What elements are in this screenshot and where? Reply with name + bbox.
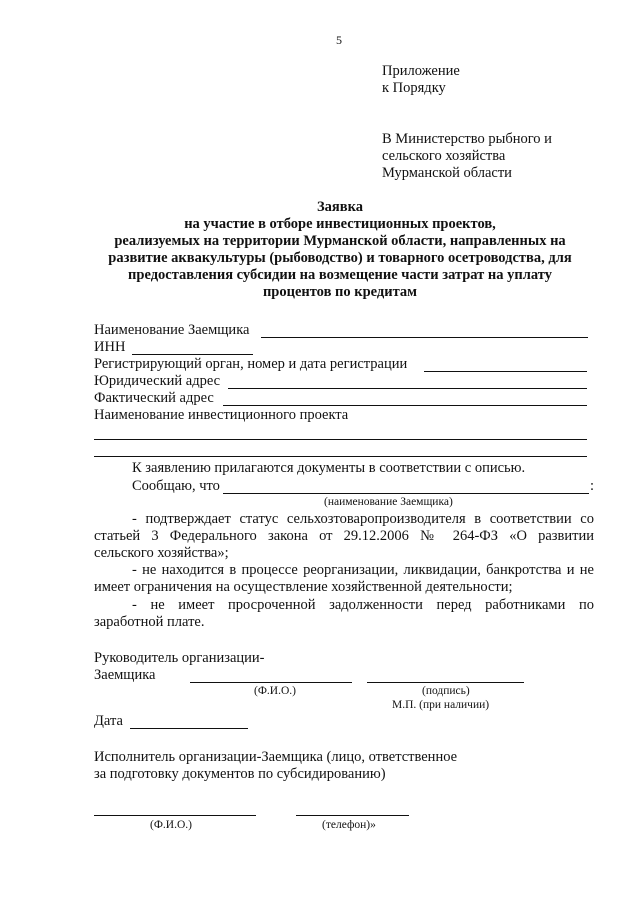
report-suffix: : <box>590 478 595 494</box>
title-line-2: реализуемых на территории Мурманской области, направленных на <box>114 233 566 249</box>
stamp-caption: М.П. (при наличии) <box>392 699 490 711</box>
item-3-line-2: заработной плате. <box>94 614 205 630</box>
head-label-line-2: Заемщика <box>94 667 156 683</box>
project-name-field-line-1[interactable] <box>94 439 587 440</box>
head-label-line-1: Руководитель организации- <box>94 650 265 666</box>
legal-address-field[interactable] <box>228 388 587 389</box>
item-1-line-2: статьей 3 Федерального закона от 29.12.2006 № 264-ФЗ «О развитии <box>94 528 594 544</box>
head-signature-field[interactable] <box>367 682 524 683</box>
item-2-line-2: имеет ограничения на осуществление хозяйственной деятельности; <box>94 579 513 595</box>
inn-label: ИНН <box>94 339 126 355</box>
executor-line-1: Исполнитель организации-Заемщика (лицо, ответственное <box>94 749 458 765</box>
registration-field[interactable] <box>424 371 587 372</box>
title-line-4: предоставления субсидии на возмещение части затрат на уплату <box>128 267 552 283</box>
addressee-line-1: В Министерство рыбного и <box>382 131 552 147</box>
addressee-line-3: Мурманской области <box>382 165 512 181</box>
appendix-line-1: Приложение <box>382 63 460 79</box>
attached-documents-text: К заявлению прилагаются документы в соответствии с описью. <box>132 460 526 476</box>
borrower-name-field[interactable] <box>261 337 588 338</box>
item-1-line-1: - подтверждает статус сельхозтоваропроизводителя в соответствии со <box>132 511 594 527</box>
legal-address-label: Юридический адрес <box>94 373 221 389</box>
page-number: 5 <box>336 33 342 47</box>
executor-phone-caption: (телефон)» <box>322 819 376 831</box>
title-heading: Заявка <box>317 199 363 215</box>
inn-field[interactable] <box>132 354 253 355</box>
borrower-name-label: Наименование Заемщика <box>94 322 250 338</box>
title-line-1: на участие в отборе инвестиционных проектов, <box>184 216 496 232</box>
executor-line-2: за подготовку документов по субсидированию) <box>94 766 386 782</box>
title-line-3: развитие аквакультуры (рыбоводство) и товарного осетроводства, для <box>108 250 572 266</box>
item-1-line-3: сельского хозяйства»; <box>94 545 229 561</box>
addressee-line-2: сельского хозяйства <box>382 148 506 164</box>
borrower-report-field[interactable] <box>223 493 589 494</box>
title-line-5: процентов по кредитам <box>262 284 418 300</box>
head-fio-field[interactable] <box>190 682 352 683</box>
borrower-caption: (наименование Заемщика) <box>324 496 453 508</box>
item-3-line-1: - не имеет просроченной задолженности перед работниками по <box>132 597 594 613</box>
head-fio-caption: (Ф.И.О.) <box>254 685 296 697</box>
report-prefix: Сообщаю, что <box>132 478 220 494</box>
project-name-field-line-2[interactable] <box>94 456 587 457</box>
project-name-label: Наименование инвестиционного проекта <box>94 407 349 423</box>
registration-label: Регистрирующий орган, номер и дата регистрации <box>94 356 408 372</box>
date-label: Дата <box>94 713 123 729</box>
executor-fio-field[interactable] <box>94 815 256 816</box>
executor-phone-field[interactable] <box>296 815 409 816</box>
head-signature-caption: (подпись) <box>422 685 470 697</box>
actual-address-label: Фактический адрес <box>94 390 214 406</box>
actual-address-field[interactable] <box>223 405 587 406</box>
appendix-line-2: к Порядку <box>382 80 446 96</box>
item-2-line-1: - не находится в процессе реорганизации, ликвидации, банкротства и не <box>132 562 594 578</box>
executor-fio-caption: (Ф.И.О.) <box>150 819 192 831</box>
date-field[interactable] <box>130 728 248 729</box>
